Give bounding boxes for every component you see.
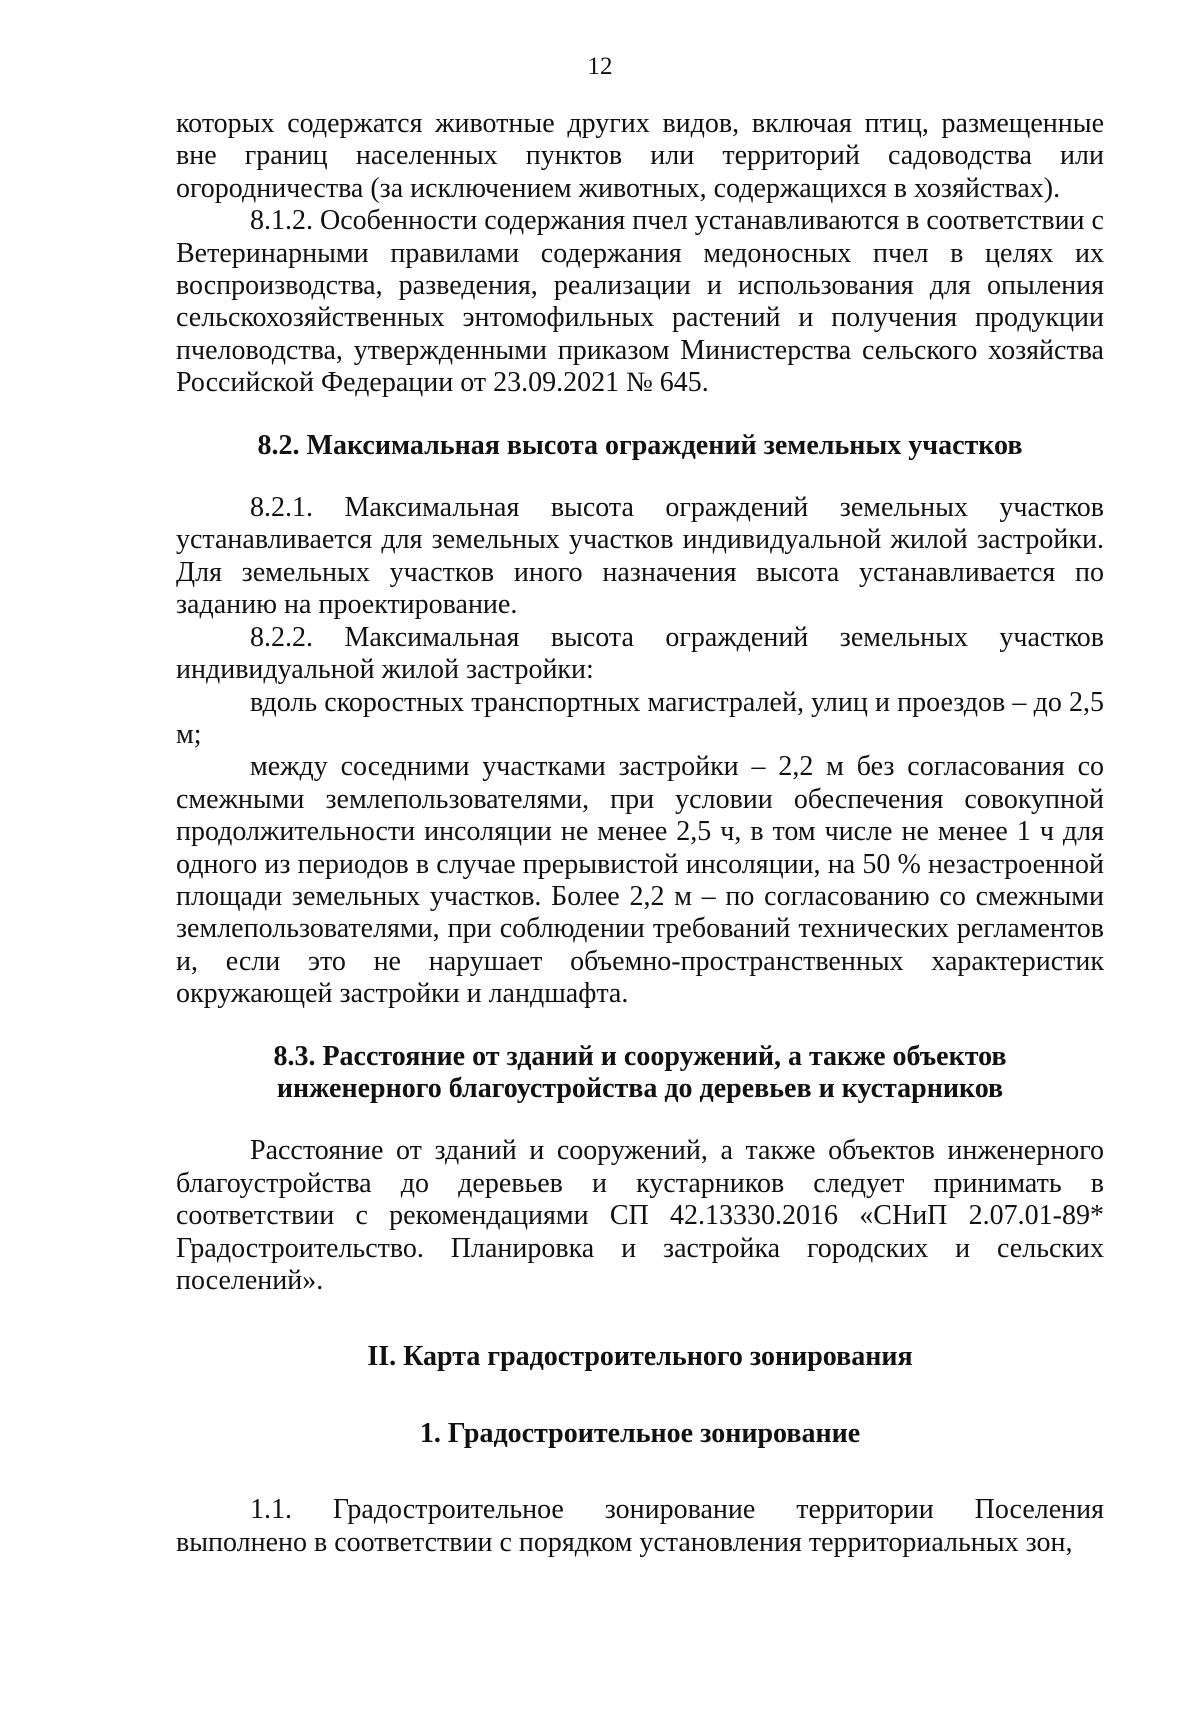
- spacer: [176, 1297, 1104, 1341]
- section-heading-8-3-line2: инженерного благоустройства до деревьев и кустарников: [276, 1072, 1004, 1104]
- paragraph-8-3: Расстояние от зданий и сооружений, а также объектов инженерного благоустройства до деревьев и кустарников следует принимать в соответствии с рекомендациями СП 42.13330.2016 «СНиП 2.07.01-89* Градостроительство. Планировка и застройка городских и сельских поселений».: [176, 1135, 1104, 1296]
- paragraph-between-plots: между соседними участками застройки – 2,2 м без согласования со смежными землепользователями, при условии обеспечения совокупной продолжительности инсоляции не менее 2,5 ч, в том числе не менее 1 ч для одного из периодов в случае прерывистой инсоляции, на 50 % незастроенной площади земельных участков. Более 2,2 м – по согласованию со смежными землепользователями, при соблюдении требований технических регламентов и, если это не нарушает объемно-пространственных характеристик окружающей застройки и ландшафта.: [176, 751, 1104, 1010]
- spacer: [176, 1105, 1104, 1135]
- paragraph-8-1-2: 8.1.2. Особенности содержания пчел устанавливаются в соответствии с Ветеринарными правилами содержания медоносных пчел в целях их воспроизводства, разведения, реализации и использования для опыления сельскохозяйственных энтомофильных растений и получения продукции пчеловодства, утвержденными приказом Министерства сельского хозяйства Российской Федерации от 23.09.2021 № 645.: [176, 205, 1104, 399]
- paragraph-8-2-2: 8.2.2. Максимальная высота ограждений земельных участков индивидуальной жилой застройки:: [176, 621, 1104, 686]
- spacer: [176, 1011, 1104, 1041]
- section-heading-8-2: 8.2. Максимальная высота ограждений земельных участков: [257, 429, 1023, 461]
- spacer: [176, 462, 1104, 492]
- part-heading-ii: II. Карта градостроительного зонирования: [367, 1341, 913, 1373]
- paragraph-along-roads: вдоль скоростных транспортных магистралей, улиц и проездов – до 2,5 м;: [176, 686, 1104, 750]
- section-heading-8-3: [176, 1041, 1104, 1106]
- spacer: [176, 1374, 1104, 1418]
- page-number: 12: [587, 53, 613, 80]
- document-body: [176, 108, 1104, 1559]
- paragraph-continuation: которых содержатся животные других видов, включая птиц, размещенные вне границ населенных пунктов или территорий садоводства или огородничества (за исключением животных, содержащихся в хозяйствах).: [176, 108, 1104, 204]
- subsection-heading-1: 1. Градостроительное зонирование: [419, 1417, 861, 1449]
- spacer: [176, 400, 1104, 430]
- paragraph-8-2-1: 8.2.1. Максимальная высота ограждений земельных участков устанавливается для земельных участков индивидуальной жилой застройки. Для земельных участков иного назначения высота устанавливается по заданию на проектирование.: [176, 492, 1104, 621]
- paragraph-1-1: 1.1. Градостроительное зонирование территории Поселения выполнено в соответствии с порядком установления территориальных зон,: [176, 1494, 1104, 1558]
- section-heading-8-3-line1: 8.3. Расстояние от зданий и сооружений, а также объектов: [273, 1040, 1007, 1072]
- spacer: [176, 1450, 1104, 1494]
